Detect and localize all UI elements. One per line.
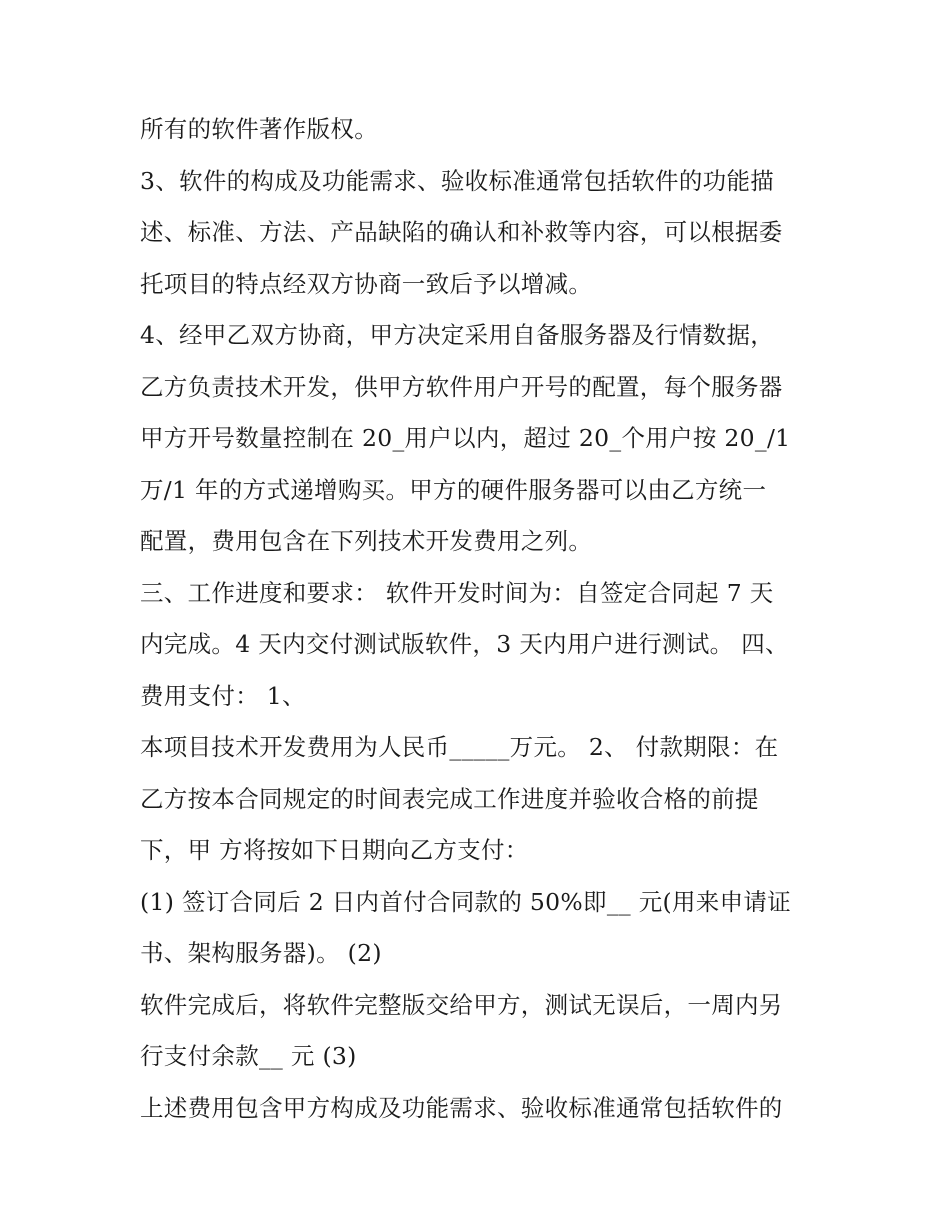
text-line: 下，甲 方将按如下日期向乙方支付： <box>140 836 529 864</box>
text-line: 乙方按本合同规定的时间表完成工作进度并验收合格的前提 <box>140 784 759 813</box>
text-line: 4、经甲乙双方协商，甲方决定采用自备服务器及行情数据， <box>140 321 775 349</box>
text-line: 书、架构服务器)。 (2) <box>140 939 382 967</box>
text-line: 本项目技术开发费用为人民币_____万元。 2、 付款期限：在 <box>140 733 779 761</box>
text-line: (1) 签订合同后 2 日内首付合同款的 50%即__ 元(用来申请证 <box>140 887 791 916</box>
text-line: 述、标准、方法、产品缺陷的确认和补救等内容，可以根据委 <box>140 218 783 246</box>
text-line: 万/1 年的方式递增购买。甲方的硬件服务器可以由乙方统一 <box>140 475 767 504</box>
text-line: 内完成。4 天内交付测试版软件，3 天内用户进行测试。 四、 <box>140 630 789 658</box>
text-line: 行支付余款__ 元 (3) <box>140 1042 357 1070</box>
text-line: 甲方开号数量控制在 20_用户以内，超过 20_个用户按 20_/1 <box>140 424 791 452</box>
text-line: 费用支付： 1、 <box>140 681 306 710</box>
text-line: 配置，费用包含在下列技术开发费用之列。 <box>140 527 593 555</box>
text-line: 三、工作进度和要求： 软件开发时间为：自签定合同起 7 天 <box>140 578 774 607</box>
text-line: 3、软件的构成及功能需求、验收标准通常包括软件的功能描 <box>140 166 775 195</box>
text-line: 乙方负责技术开发，供甲方软件用户开号的配置，每个服务器 <box>140 372 783 401</box>
text-line: 上述费用包含甲方构成及功能需求、验收标准通常包括软件的 <box>140 1093 783 1122</box>
text-line: 所有的软件著作版权。 <box>140 115 378 143</box>
text-line: 软件完成后，将软件完整版交给甲方，测试无误后，一周内另 <box>140 990 783 1019</box>
document-body <box>140 104 820 1134</box>
text-line: 托项目的特点经双方协商一致后予以增减。 <box>140 269 593 298</box>
